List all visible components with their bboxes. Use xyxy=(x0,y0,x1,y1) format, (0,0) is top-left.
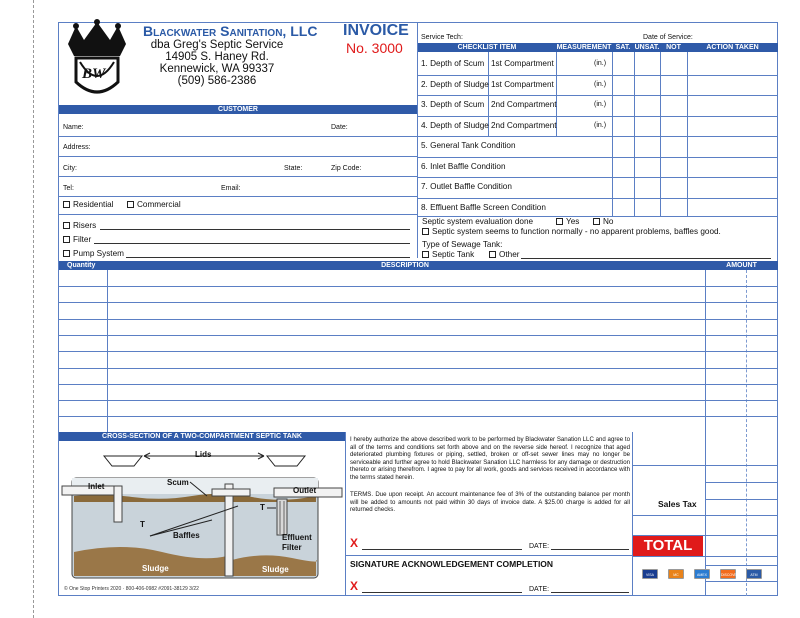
description-header: DESCRIPTION xyxy=(381,262,429,269)
pump-checkbox[interactable] xyxy=(63,249,124,258)
quantity-header: Quantity xyxy=(67,262,96,269)
email-label: Email: xyxy=(221,185,241,192)
diagram-right-border xyxy=(345,432,346,596)
checklist-item: 4. Depth of Sludge xyxy=(421,121,489,130)
table-row[interactable] xyxy=(59,351,778,352)
totals-left-border xyxy=(632,432,633,596)
evaluation-done xyxy=(422,217,533,226)
filter-line[interactable] xyxy=(94,243,410,244)
zip-label: Zip Code: xyxy=(331,165,362,172)
customer-header: CUSTOMER xyxy=(59,105,417,114)
diagram-sludge2-label: Sludge xyxy=(262,565,289,574)
amount-row xyxy=(705,565,778,566)
signature-date-2: DATE: xyxy=(529,586,550,593)
checkbox-icon[interactable] xyxy=(593,218,600,225)
logo-monogram: BW xyxy=(82,66,106,82)
evaluation-no-label: No xyxy=(603,217,614,226)
invoice-number: No. 3000 xyxy=(346,40,403,56)
table-row[interactable] xyxy=(59,335,778,336)
sales-tax-label: Sales Tax xyxy=(658,499,697,509)
checklist-item: 8. Effluent Baffle Screen Condition xyxy=(421,203,546,212)
service-date-label: Date of Service: xyxy=(643,34,693,41)
printer-note: © One Stop Printers 2020 · 800-406-0982 #2091-38129 3/22 xyxy=(64,586,199,592)
diagram-sludge1-label: Sludge xyxy=(142,564,169,573)
company-name: Blackwater Sanitation, LLC xyxy=(143,23,318,39)
customer-row-line xyxy=(59,136,417,137)
checklist-colline xyxy=(660,52,661,216)
totals-line xyxy=(632,556,778,557)
company-address: 14905 S. Haney Rd. xyxy=(165,51,269,63)
other-line[interactable] xyxy=(521,258,771,259)
risers-label: Risers xyxy=(73,221,97,230)
diagram-outlet-label: Outlet xyxy=(293,486,317,495)
septic-tank-label: Septic Tank xyxy=(432,250,475,259)
amount-row xyxy=(705,482,778,483)
diagram-scum-label: Scum xyxy=(167,478,189,487)
diagram-lids-label: Lids xyxy=(195,450,212,459)
checkbox-icon[interactable] xyxy=(422,251,429,258)
signature-date-1: DATE: xyxy=(529,543,550,550)
other-label: Other xyxy=(499,250,520,259)
checkbox-icon[interactable] xyxy=(489,251,496,258)
amount-header: AMOUNT xyxy=(726,262,757,269)
checklist-compartment: 2nd Compartment xyxy=(491,121,557,130)
checklist-row-line xyxy=(418,157,778,158)
residential-checkbox[interactable] xyxy=(63,200,114,209)
checklist-row-line xyxy=(418,116,778,117)
invoice-title: INVOICE xyxy=(343,22,409,39)
checkbox-icon[interactable] xyxy=(63,222,70,229)
septic-tank-checkbox[interactable] xyxy=(422,250,474,259)
commercial-label: Commercial xyxy=(137,200,181,209)
signature-x-2: X xyxy=(350,579,359,593)
amex-icon: AMEX xyxy=(694,569,710,579)
other-checkbox[interactable] xyxy=(489,250,519,259)
signature-line-1[interactable] xyxy=(362,549,522,550)
checklist-item: 6. Inlet Baffle Condition xyxy=(421,162,506,171)
table-row[interactable] xyxy=(59,368,778,369)
customer-row-line xyxy=(59,156,417,157)
company-logo xyxy=(62,20,132,102)
checkbox-icon[interactable] xyxy=(63,250,70,257)
evaluation-no-checkbox[interactable] xyxy=(593,217,613,226)
risers-line[interactable] xyxy=(100,229,410,230)
mastercard-icon: MC xyxy=(668,569,684,579)
visa-icon: VISA xyxy=(642,569,658,579)
company-phone: (509) 586-2386 xyxy=(177,75,257,87)
date-label: Date: xyxy=(331,124,348,131)
checklist-unit: (in.) xyxy=(594,101,607,108)
checkbox-icon[interactable] xyxy=(63,236,70,243)
tank-type-label: Type of Sewage Tank: xyxy=(422,240,503,249)
atm-icon: ATM xyxy=(746,569,762,579)
checklist-colline xyxy=(612,52,613,216)
signature-completion-label: SIGNATURE ACKNOWLEDGEMENT COMPLETION xyxy=(350,559,554,569)
diagram-t2-label: T xyxy=(260,503,265,512)
perforation-line xyxy=(33,0,34,618)
septic-diagram xyxy=(62,444,342,584)
checklist-compartment: 1st Compartment xyxy=(491,59,554,68)
checklist-item: 3. Depth of Scum xyxy=(421,100,485,109)
checklist-row-line xyxy=(418,136,778,137)
amount-row xyxy=(705,499,778,500)
signature-line-2[interactable] xyxy=(362,592,522,593)
signature-date-line-2[interactable] xyxy=(551,592,629,593)
evaluation-yes-checkbox[interactable] xyxy=(556,217,579,226)
table-row[interactable] xyxy=(59,286,778,287)
evaluation-normal-checkbox[interactable] xyxy=(422,227,721,236)
risers-checkbox[interactable] xyxy=(63,221,96,230)
checklist-unit: (in.) xyxy=(594,60,607,67)
company-city: Kennewick, WA 99337 xyxy=(159,63,275,75)
authorization-text: I hereby authorize the above described work to be performed by Blackwater Sanation LLC and agree to all of the terms and conditions set forth above and on the reverse side hereof. I recognize that aged deteriorated plumbing fixtures or piping, settled, broken or off-set sewer lines may no longer be serviceable and further agree to hold Blackwater Sanation LLC harmless for any damage or destruction thereto or arising therefrom. I agree to pay for all work, goods and services received in accordance with the terms stated herein. xyxy=(350,436,630,481)
checkbox-icon[interactable] xyxy=(127,201,134,208)
evaluation-done-label: Septic system evaluation done xyxy=(422,217,534,226)
company-dba: dba Greg's Septic Service xyxy=(150,39,284,51)
checklist-col-sat: SAT. xyxy=(615,44,631,51)
sig-divider xyxy=(345,555,632,556)
table-row[interactable] xyxy=(59,416,778,417)
service-tech-label: Service Tech: xyxy=(421,34,463,41)
checklist-unit: (in.) xyxy=(594,81,607,88)
residential-label: Residential xyxy=(73,200,114,209)
checklist-col-measurement: MEASUREMENT xyxy=(556,44,612,51)
filter-label: Filter xyxy=(73,235,92,244)
customer-row-line xyxy=(59,196,417,197)
commercial-checkbox[interactable] xyxy=(127,200,181,209)
checklist-col-unsat: UNSAT. xyxy=(634,44,660,51)
checklist-item: 1. Depth of Scum xyxy=(421,59,485,68)
discover-icon: DISCOVER xyxy=(720,569,736,579)
checklist-colline xyxy=(634,52,635,216)
checklist-compartment: 2nd Compartment xyxy=(491,100,557,109)
pump-line[interactable] xyxy=(126,257,410,258)
diagram-t1-label: T xyxy=(140,520,145,529)
city-label: City: xyxy=(63,165,77,172)
pump-label: Pump System xyxy=(73,249,124,258)
tel-label: Tel: xyxy=(63,185,74,192)
evaluation-yes-label: Yes xyxy=(566,217,580,226)
name-label: Name: xyxy=(63,124,84,131)
evaluation-normal-label: Septic system seems to function normally - no apparent problems, baffles good. xyxy=(432,227,721,236)
checklist-unit: (in.) xyxy=(594,122,607,129)
customer-row-line xyxy=(59,176,417,177)
checklist-row-line xyxy=(418,95,778,96)
amount-row xyxy=(705,581,778,582)
checklist-row-line xyxy=(418,198,778,199)
signature-x-1: X xyxy=(350,536,359,550)
checklist-colline xyxy=(687,52,688,216)
checklist-row-line xyxy=(418,177,778,178)
customer-row-line xyxy=(59,214,417,215)
diagram-effluent-label: Effluent Filter xyxy=(282,533,312,552)
diagram-header: CROSS-SECTION OF A TWO-COMPARTMENT SEPTIC TANK xyxy=(59,432,345,441)
table-row[interactable] xyxy=(59,319,778,320)
total-label: TOTAL xyxy=(633,536,703,556)
checkbox-icon[interactable] xyxy=(63,201,70,208)
checklist-item: 2. Depth of Sludge xyxy=(421,80,489,89)
checkbox-icon[interactable] xyxy=(556,218,563,225)
table-row[interactable] xyxy=(59,384,778,385)
checklist-compartment: 1st Compartment xyxy=(491,80,554,89)
checkbox-icon[interactable] xyxy=(422,228,429,235)
signature-date-line-1[interactable] xyxy=(551,549,629,550)
checklist-col-notapp: NOT APP. xyxy=(665,44,682,60)
checklist-item: 7. Outlet Baffle Condition xyxy=(421,182,512,191)
filter-checkbox[interactable] xyxy=(63,235,91,244)
table-row[interactable] xyxy=(59,400,778,401)
address-label: Address: xyxy=(63,144,91,151)
checklist-item: 5. General Tank Condition xyxy=(421,141,516,150)
state-label: State: xyxy=(284,165,303,172)
totals-line xyxy=(632,515,778,516)
diagram-inlet-label: Inlet xyxy=(88,482,105,491)
checklist-row-line xyxy=(418,75,778,76)
checklist-col-action: ACTION TAKEN xyxy=(706,44,759,51)
totals-line xyxy=(632,465,778,466)
payment-terms-text: TERMS. Due upon receipt. An account maintenance fee of 3% of the outstanding balance per month will be added to amounts not paid within 30 days of invoice date. A $25.00 charge is added for all returned checks. xyxy=(350,491,630,514)
checklist-col-item: CHECKLIST ITEM xyxy=(457,44,517,51)
diagram-baffles-label: Baffles xyxy=(173,531,200,540)
totals-line xyxy=(632,535,778,536)
table-row[interactable] xyxy=(59,302,778,303)
checklist-left-border xyxy=(417,22,418,258)
